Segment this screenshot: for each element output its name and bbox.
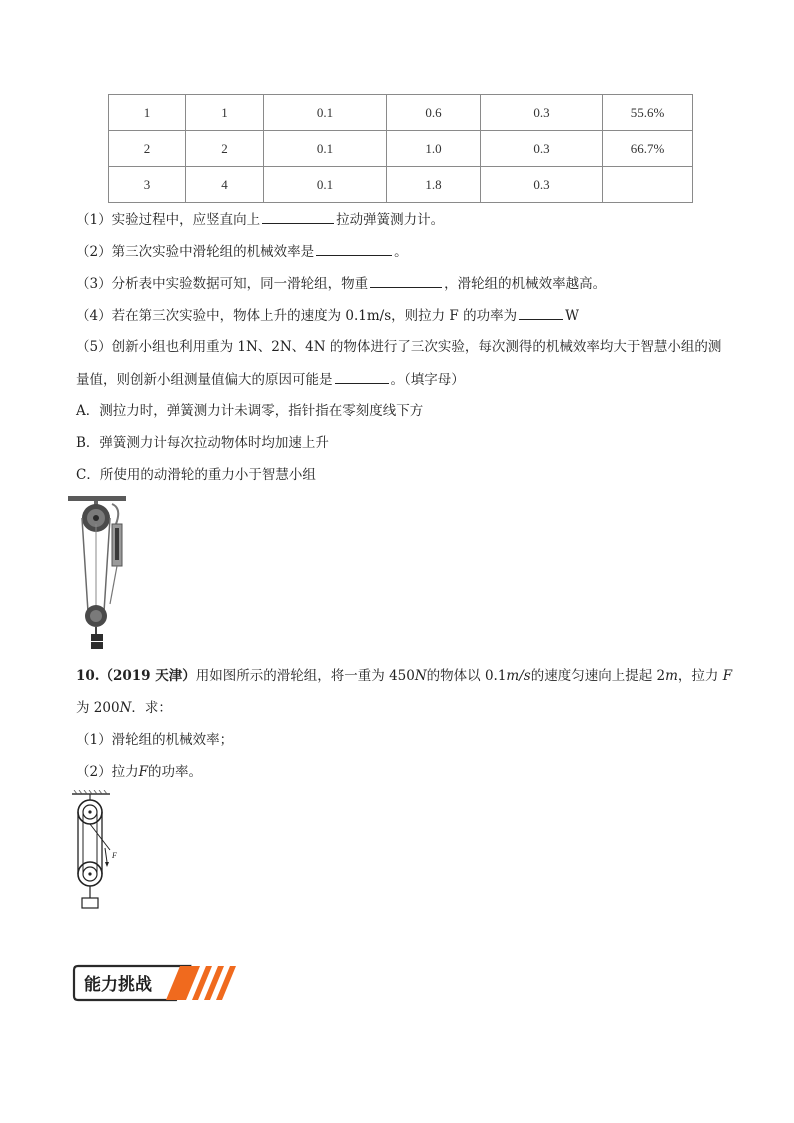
- q10-stem-line2: [76, 698, 172, 718]
- q9-part2-text-end: 。: [394, 244, 408, 260]
- q9-part1-text: （1）实验过程中，应竖直向上: [76, 212, 261, 228]
- q9-part4: [76, 305, 579, 326]
- force-label: F: [112, 851, 117, 860]
- q9-part4-text: （4）若在第三次实验中，物体上升的速度为 0.1m/s，则拉力 F 的功率为: [76, 308, 518, 324]
- section-banner: [72, 964, 242, 1002]
- table-cell: 1: [186, 95, 264, 131]
- variable-f: F: [138, 764, 148, 780]
- table-cell: 3: [109, 167, 186, 203]
- q10-text: ．求：: [131, 700, 172, 716]
- q10-text: 的速度匀速向上提起 2: [530, 668, 666, 684]
- q9-part5-text-end: 。（填字母）: [390, 372, 465, 388]
- answer-blank[interactable]: [316, 241, 392, 256]
- pulley-photo-figure: [64, 494, 134, 652]
- table-cell: 1: [109, 95, 186, 131]
- table-cell: 55.6%: [603, 95, 693, 131]
- q9-part5-line2: [76, 369, 465, 390]
- table-cell: 0.6: [387, 95, 481, 131]
- q9-part1: [76, 209, 444, 230]
- table-cell: 1.0: [387, 131, 481, 167]
- table-cell: 0.3: [481, 95, 603, 131]
- q9-part3-text-end: ，滑轮组的机械效率越高。: [444, 276, 607, 292]
- unit-speed: m/s: [506, 668, 531, 684]
- q9-part3: [76, 273, 606, 294]
- q9-option-b: B．弹簧测力计每次拉动物体时均加速上升: [76, 435, 329, 451]
- answer-blank[interactable]: [370, 273, 442, 288]
- table-cell: 2: [186, 131, 264, 167]
- q9-part2: [76, 241, 408, 262]
- q10-sub2-text-end: 的功率。: [147, 764, 202, 780]
- table-cell: 4: [186, 167, 264, 203]
- answer-blank[interactable]: [519, 305, 563, 320]
- q9-option-c: C．所使用的动滑轮的重力小于智慧小组: [76, 467, 316, 483]
- q10-text: ，拉力: [677, 668, 719, 684]
- q10-sub2-text: （2）拉力: [76, 764, 139, 780]
- table-cell: 66.7%: [603, 131, 693, 167]
- q9-part4-text-end: W: [565, 308, 579, 324]
- table-cell: 0.1: [264, 167, 387, 203]
- q10-text: 的物体以 0.1: [426, 668, 507, 684]
- q10-text: 用如图所示的滑轮组，将一重为 450: [195, 668, 415, 684]
- table-cell: 0.1: [264, 95, 387, 131]
- q10-sub1: （1）滑轮组的机械效率；: [76, 732, 234, 748]
- answer-blank[interactable]: [335, 369, 389, 384]
- q9-part3-text: （3）分析表中实验数据可知，同一滑轮组，物重: [76, 276, 369, 292]
- table-cell: [603, 167, 693, 203]
- experiment-table: [108, 94, 693, 203]
- answer-blank[interactable]: [262, 209, 334, 224]
- table-cell: 1.8: [387, 167, 481, 203]
- unit-newton: N: [414, 668, 427, 684]
- table-cell: 0.1: [264, 131, 387, 167]
- table-row: [109, 95, 693, 131]
- question-number: 10.: [76, 668, 100, 684]
- q9-part5-text-cont: 量值，则创新小组测量值偏大的原因可能是: [76, 372, 333, 388]
- table-cell: 2: [109, 131, 186, 167]
- q9-option-a: A．测拉力时，弹簧测力计未调零，指针指在零刻度线下方: [76, 403, 424, 419]
- variable-f: F: [722, 668, 733, 684]
- table-cell: 0.3: [481, 131, 603, 167]
- banner-label: 能力挑战: [84, 975, 152, 995]
- q10-stem-line1: [76, 666, 732, 686]
- table-cell: 0.3: [481, 167, 603, 203]
- q10-sub2: [76, 762, 202, 782]
- table-row: [109, 167, 693, 203]
- q9-part1-text-end: 拉动弹簧测力计。: [336, 212, 445, 228]
- unit-newton: N: [119, 700, 132, 716]
- pulley-diagram: [70, 790, 126, 912]
- q10-text: 为 200: [76, 700, 120, 716]
- q9-part2-text: （2）第三次实验中滑轮组的机械效率是: [76, 244, 315, 260]
- unit-meter: m: [665, 668, 678, 684]
- q9-part5-line1: [76, 337, 721, 357]
- question-source: （2019 天津）: [99, 668, 196, 684]
- q9-part5-text: （5）创新小组也利用重为 1N、2N、4N 的物体进行了三次实验，每次测得的机械效率均大于智慧小组的测: [76, 339, 722, 355]
- table-row: [109, 131, 693, 167]
